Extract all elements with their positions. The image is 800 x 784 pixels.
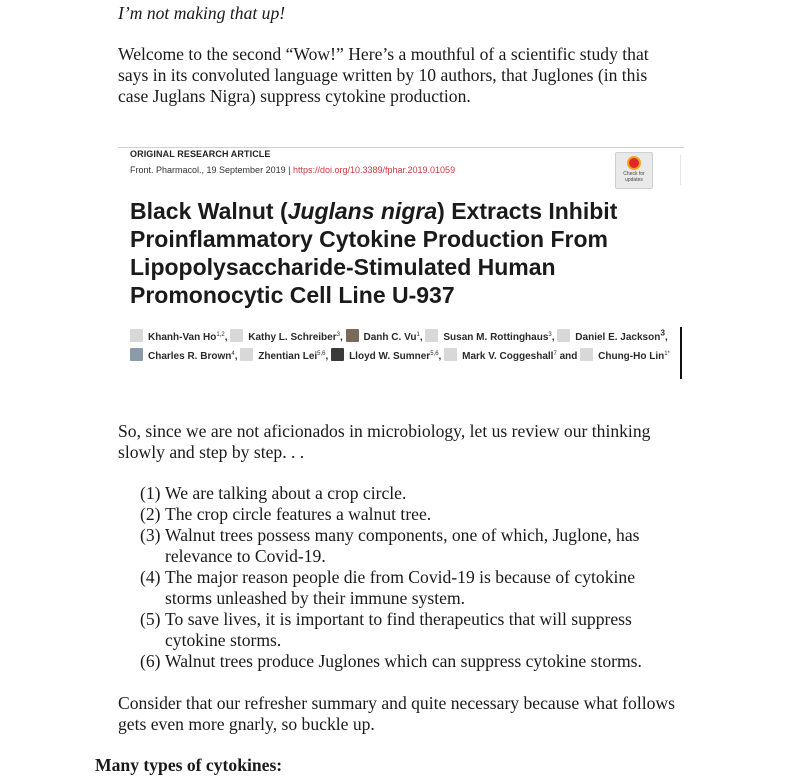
consider-paragraph: Consider that our refresher summary and quite necessary because what follows gets even more gnarly, so buckle up. bbox=[118, 693, 675, 734]
list-item-text: Walnut trees possess many components, one of which, Juglone, has relevance to Covid-19. bbox=[165, 525, 640, 566]
list-item-text: The major reason people die from Covid-19 is because of cytokine storms unleashed by their immune system. bbox=[165, 567, 635, 608]
avatar-placeholder-icon bbox=[444, 348, 457, 361]
list-item bbox=[140, 609, 680, 651]
article-right-rule-faint bbox=[680, 155, 681, 185]
author-and bbox=[560, 351, 670, 362]
separator: , bbox=[438, 351, 442, 363]
list-number: (6) bbox=[140, 651, 161, 671]
author-name: Daniel E. Jackson bbox=[575, 332, 661, 344]
article-title bbox=[130, 197, 670, 309]
list-number: (1) bbox=[140, 483, 161, 503]
check-for-updates-badge[interactable] bbox=[615, 152, 653, 189]
author[interactable] bbox=[580, 351, 670, 362]
separator: , bbox=[224, 332, 228, 344]
author-name: Susan M. Rottinghaus bbox=[443, 332, 549, 344]
citation-journal-date: Front. Pharmacol., 19 September 2019 | bbox=[130, 165, 293, 175]
title-species: Juglans nigra bbox=[287, 198, 438, 224]
article-top-rule bbox=[118, 147, 684, 148]
author[interactable] bbox=[130, 351, 237, 362]
separator: , bbox=[419, 332, 423, 344]
and-word: and bbox=[559, 351, 578, 363]
separator: , bbox=[551, 332, 555, 344]
list-item-text: Walnut trees produce Juglones which can suppress cytokine storms. bbox=[165, 651, 642, 671]
author[interactable] bbox=[425, 332, 554, 343]
update-check-icon bbox=[627, 156, 641, 170]
author[interactable] bbox=[240, 351, 328, 362]
author[interactable] bbox=[331, 351, 441, 362]
avatar-photo-icon bbox=[130, 348, 143, 361]
section-heading: Many types of cytokines: bbox=[95, 755, 283, 775]
author[interactable] bbox=[346, 332, 423, 343]
author-name: Mark V. Coggeshall bbox=[462, 351, 554, 363]
author-name: Khanh-Van Ho bbox=[148, 332, 217, 344]
list-item bbox=[140, 483, 680, 504]
article-citation bbox=[130, 165, 455, 175]
author-list bbox=[130, 325, 670, 365]
avatar-placeholder-icon bbox=[240, 348, 253, 361]
affiliation-marker: 7 bbox=[553, 351, 557, 358]
separator: , bbox=[325, 351, 329, 363]
list-item bbox=[140, 525, 680, 567]
affiliation-marker: 1 bbox=[416, 332, 420, 339]
author-name: Danh C. Vu bbox=[363, 332, 417, 344]
affiliation-marker: 1* bbox=[664, 351, 670, 358]
list-item bbox=[140, 651, 680, 672]
affiliation-marker: 5,6 bbox=[430, 351, 439, 358]
list-item-text: The crop circle features a walnut tree. bbox=[165, 504, 432, 524]
article-screenshot bbox=[118, 147, 684, 379]
separator: , bbox=[339, 332, 343, 344]
author-name: Lloyd W. Sumner bbox=[349, 351, 431, 363]
author[interactable] bbox=[444, 351, 557, 362]
avatar-placeholder-icon bbox=[130, 329, 143, 342]
article-type-label: ORIGINAL RESEARCH ARTICLE bbox=[130, 149, 271, 159]
avatar-placeholder-icon bbox=[425, 329, 438, 342]
separator: , bbox=[664, 332, 668, 344]
list-number: (2) bbox=[140, 504, 161, 524]
steps-list bbox=[140, 483, 680, 672]
list-item-text: We are talking about a crop circle. bbox=[165, 483, 407, 503]
avatar-photo-icon bbox=[331, 348, 344, 361]
list-number: (5) bbox=[140, 609, 161, 629]
doi-link[interactable]: https://doi.org/10.3389/fphar.2019.01059 bbox=[292, 165, 456, 175]
intro-italic-text: I’m not making that up! bbox=[118, 3, 286, 23]
list-item-text: To save lives, it is important to find therapeutics that will suppress cytokine storms. bbox=[165, 609, 632, 650]
affiliation-marker: 5,6 bbox=[317, 351, 326, 358]
welcome-paragraph: Welcome to the second “Wow!” Here’s a mouthful of a scientific study that says in its convoluted language written by 10 authors, that Juglones (in this case Juglans Nigra) suppress cytokine production. bbox=[118, 44, 649, 106]
check-for-updates-label: Check for updates bbox=[623, 171, 645, 183]
avatar-placeholder-icon bbox=[557, 329, 570, 342]
affiliation-marker: 3 bbox=[660, 328, 665, 338]
title-part-2: ) Extracts Inhibit Proinflammatory Cytokine Production From Lipopolysaccharide-Stimulated Human Promonocytic Cell Line U-937 bbox=[130, 198, 618, 308]
affiliation-marker: 3 bbox=[548, 332, 552, 339]
affiliation-marker: 3 bbox=[336, 332, 340, 339]
affiliation-marker: 1,2 bbox=[216, 332, 225, 339]
affiliation-marker: 4 bbox=[231, 351, 235, 358]
author-name: Chung-Ho Lin bbox=[598, 351, 665, 363]
author-name: Charles R. Brown bbox=[148, 351, 232, 363]
title-part-1: Black Walnut ( bbox=[130, 198, 288, 224]
separator: , bbox=[234, 351, 238, 363]
list-number: (4) bbox=[140, 567, 161, 587]
list-item bbox=[140, 504, 680, 525]
list-item bbox=[140, 567, 680, 609]
avatar-placeholder-icon bbox=[230, 329, 243, 342]
author[interactable] bbox=[557, 328, 668, 344]
list-number: (3) bbox=[140, 525, 161, 545]
avatar-placeholder-icon bbox=[580, 348, 593, 361]
author[interactable] bbox=[230, 332, 342, 343]
avatar-photo-icon bbox=[346, 329, 359, 342]
author-name: Kathy L. Schreiber bbox=[248, 332, 337, 344]
article-right-rule bbox=[680, 327, 682, 379]
review-paragraph: So, since we are not aficionados in microbiology, let us review our thinking slowly and step by step. . . bbox=[118, 421, 651, 462]
author[interactable] bbox=[130, 332, 227, 343]
author-name: Zhentian Lei bbox=[258, 351, 318, 363]
